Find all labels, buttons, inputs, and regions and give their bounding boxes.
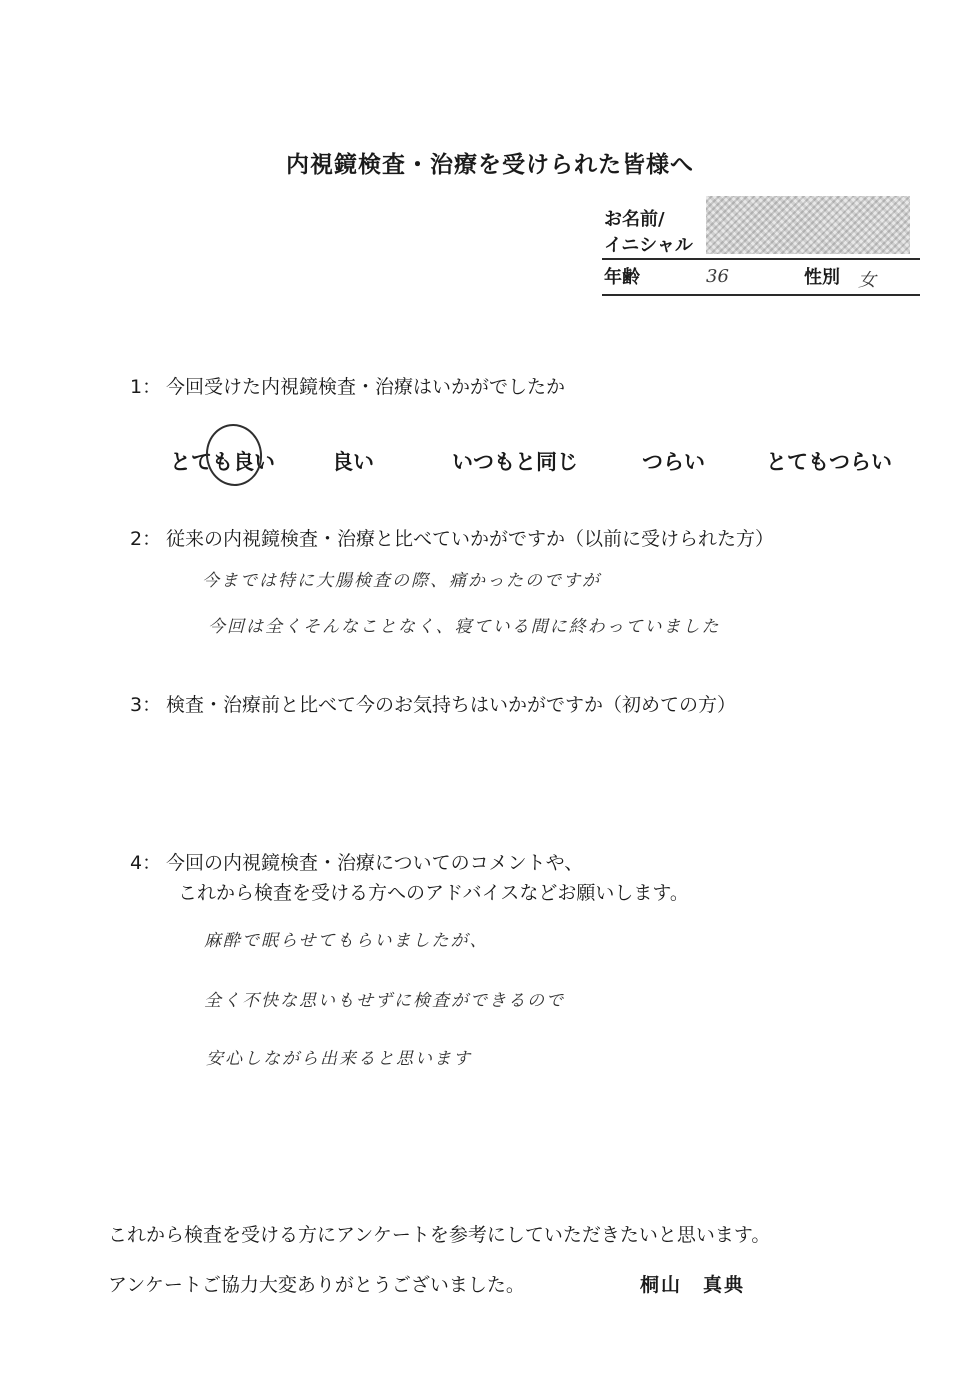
answer-line: 安心しながら出来ると思います (206, 1049, 472, 1069)
answer-line: 今までは特に大腸検査の際、痛かったのですが (202, 571, 601, 591)
option-very-hard[interactable]: とてもつらい (766, 450, 892, 474)
question-3 (130, 690, 736, 720)
option-good[interactable]: 良い (332, 450, 374, 474)
question-text-continued: これから検査を受ける方へのアドバイスなどお願いします。 (178, 882, 689, 904)
question-1 (130, 372, 565, 402)
option-very-good[interactable]: とても良い (170, 450, 275, 474)
answer-line: 全く不快な思いもせずに検査ができるので (204, 991, 565, 1011)
question-number: 2： (130, 528, 162, 550)
question-4 (130, 848, 689, 908)
rating-options (0, 446, 980, 480)
sex-value: 女 (858, 270, 876, 291)
question-number: 4： (130, 852, 162, 874)
option-hard[interactable]: つらい (642, 450, 705, 474)
option-same[interactable]: いつもと同じ (452, 450, 578, 474)
sex-label: 性別 (804, 267, 840, 288)
question-number: 1： (130, 376, 162, 398)
redacted-name (706, 196, 910, 254)
answer-line: 今回は全くそんなことなく、寝ている間に終わっていました (208, 617, 721, 637)
closing-line-2: アンケートご協力大変ありがとうございました。 (108, 1274, 525, 1296)
name-label: お名前/ (604, 209, 665, 230)
initial-label: イニシャル (604, 235, 693, 256)
question-text: 従来の内視鏡検査・治療と比べていかがですか（以前に受けられた方） (166, 528, 775, 550)
question-text: 今回受けた内視鏡検査・治療はいかがでしたか (166, 376, 566, 398)
question-text: 今回の内視鏡検査・治療についてのコメントや、 (166, 852, 584, 874)
divider (602, 294, 920, 296)
signature: 桐山 真典 (640, 1274, 746, 1296)
divider (602, 258, 920, 260)
question-2 (130, 524, 774, 554)
closing-line-1: これから検査を受ける方にアンケートを参考にしていただきたいと思います。 (108, 1224, 771, 1246)
question-text: 検査・治療前と比べて今のお気持ちはいかがですか（初めての方） (166, 694, 737, 716)
age-value: 36 (706, 266, 729, 287)
page-title: 内視鏡検査・治療を受けられた皆様へ (286, 152, 694, 178)
age-label: 年齢 (604, 267, 640, 288)
respondent-info-box (602, 196, 920, 300)
question-number: 3： (130, 694, 162, 716)
answer-line: 麻酔で眠らせてもらいましたが、 (204, 931, 489, 951)
